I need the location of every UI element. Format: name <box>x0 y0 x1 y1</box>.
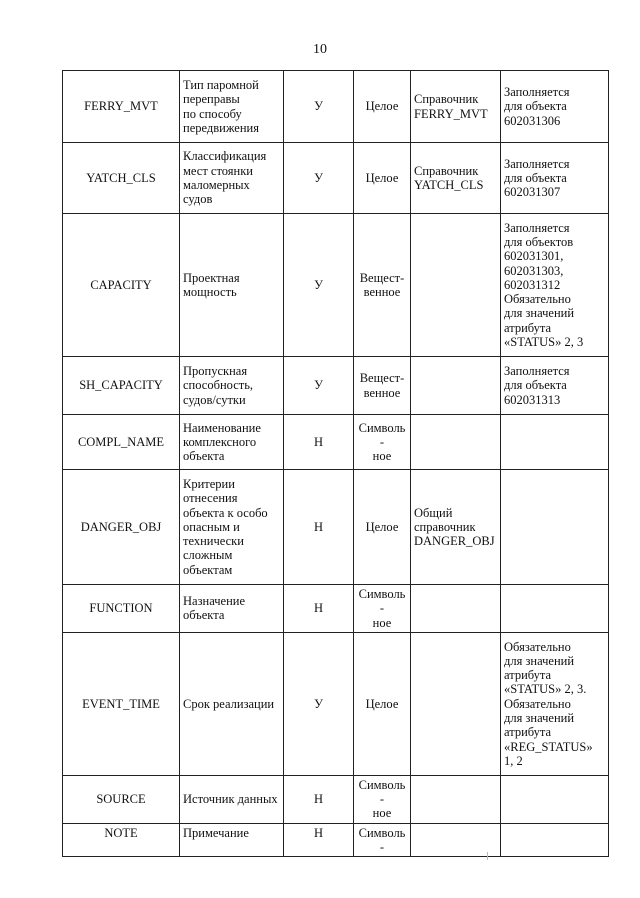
required-flag-cell: У <box>284 71 354 143</box>
reference-cell: Справочник YATCH_CLS <box>411 143 501 214</box>
description-cell: Классификация мест стоянки маломерных судов <box>180 143 284 214</box>
notes-cell <box>501 585 609 633</box>
attribute-code-cell: SH_CAPACITY <box>63 357 180 415</box>
data-type-cell: Символь- ное <box>354 415 411 470</box>
description-cell: Критерии отнесения объекта к особо опасным и технически сложным объектам <box>180 470 284 585</box>
description-cell: Наименование комплексного объекта <box>180 415 284 470</box>
description-cell: Тип паромной переправы по способу передвижения <box>180 71 284 143</box>
required-flag-cell: У <box>284 357 354 415</box>
reference-cell <box>411 585 501 633</box>
reference-cell <box>411 214 501 357</box>
attribute-table <box>62 70 609 857</box>
notes-cell <box>501 470 609 585</box>
notes-cell: Заполняется для объекта 602031307 <box>501 143 609 214</box>
description-cell: Назначение объекта <box>180 585 284 633</box>
table-row <box>63 585 609 633</box>
data-type-cell: Символь- ное <box>354 775 411 823</box>
data-type-cell: Целое <box>354 143 411 214</box>
description-cell: Срок реализации <box>180 632 284 775</box>
scan-artifact <box>487 852 488 860</box>
attribute-code-cell: SOURCE <box>63 775 180 823</box>
table-row <box>63 214 609 357</box>
attribute-code-cell: CAPACITY <box>63 214 180 357</box>
required-flag-cell: Н <box>284 823 354 857</box>
attribute-code-cell: COMPL_NAME <box>63 415 180 470</box>
attribute-code-cell: EVENT_TIME <box>63 632 180 775</box>
reference-cell <box>411 415 501 470</box>
data-type-cell: Целое <box>354 632 411 775</box>
description-cell: Источник данных <box>180 775 284 823</box>
required-flag-cell: Н <box>284 470 354 585</box>
required-flag-cell: У <box>284 143 354 214</box>
notes-cell: Заполняется для объекта 602031313 <box>501 357 609 415</box>
table-row <box>63 470 609 585</box>
required-flag-cell: У <box>284 632 354 775</box>
table-row <box>63 357 609 415</box>
table-row <box>63 823 609 857</box>
description-cell: Проектная мощность <box>180 214 284 357</box>
data-type-cell: Целое <box>354 71 411 143</box>
data-type-cell: Вещест- венное <box>354 214 411 357</box>
description-cell: Примечание <box>180 823 284 857</box>
reference-cell: Справочник FERRY_MVT <box>411 71 501 143</box>
reference-cell <box>411 775 501 823</box>
required-flag-cell: Н <box>284 585 354 633</box>
required-flag-cell: У <box>284 214 354 357</box>
description-cell: Пропускная способность, судов/сутки <box>180 357 284 415</box>
reference-cell: Общий справочник DANGER_OBJ <box>411 470 501 585</box>
notes-cell <box>501 415 609 470</box>
data-type-cell: Символь- <box>354 823 411 857</box>
table-row <box>63 143 609 214</box>
required-flag-cell: Н <box>284 775 354 823</box>
required-flag-cell: Н <box>284 415 354 470</box>
reference-cell <box>411 632 501 775</box>
page-number: 10 <box>313 42 327 57</box>
notes-cell: Заполняется для объекта 602031306 <box>501 71 609 143</box>
table-row <box>63 632 609 775</box>
data-type-cell: Целое <box>354 470 411 585</box>
attribute-code-cell: NOTE <box>63 823 180 857</box>
table-row <box>63 775 609 823</box>
table-row <box>63 71 609 143</box>
notes-cell <box>501 823 609 857</box>
table-row <box>63 415 609 470</box>
notes-cell: Заполняется для объектов 602031301, 602031303, 602031312 Обязательно для значений атрибута «STATUS» 2, 3 <box>501 214 609 357</box>
attribute-code-cell: FERRY_MVT <box>63 71 180 143</box>
attribute-code-cell: YATCH_CLS <box>63 143 180 214</box>
data-type-cell: Символь- ное <box>354 585 411 633</box>
reference-cell <box>411 357 501 415</box>
notes-cell <box>501 775 609 823</box>
attribute-code-cell: DANGER_OBJ <box>63 470 180 585</box>
data-type-cell: Вещест- венное <box>354 357 411 415</box>
attribute-code-cell: FUNCTION <box>63 585 180 633</box>
notes-cell: Обязательно для значений атрибута «STATUS» 2, 3. Обязательно для значений атрибута «REG_STATUS» 1, 2 <box>501 632 609 775</box>
